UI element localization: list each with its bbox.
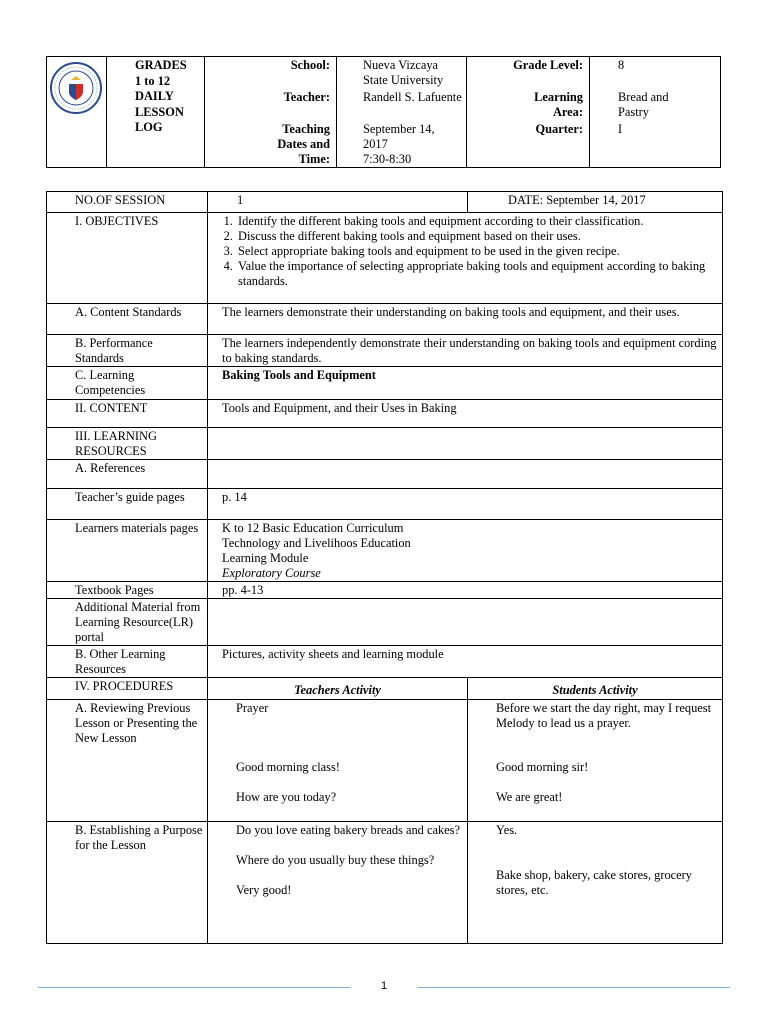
dll-title: GRADES 1 to 12 DAILY LESSON LOG <box>107 57 205 168</box>
grade-label: Grade Level: <box>513 58 583 72</box>
dates-label: Teaching Dates and Time: <box>277 122 330 166</box>
content-label: II. CONTENT <box>47 400 208 428</box>
textbook-label: Textbook Pages <box>47 582 208 599</box>
additional-material-label: Additional Material from Learning Resource(LR) portal <box>47 599 208 646</box>
reviewing-row <box>47 700 723 822</box>
footer-rule-right <box>418 987 730 988</box>
performance-standards-text: The learners independently demonstrate their understanding on baking tools and equipment cording to baking standards. <box>208 335 723 367</box>
performance-standards-label: B. Performance Standards <box>47 335 208 367</box>
references-label: A. References <box>47 460 208 489</box>
footer-rule-left <box>38 987 350 988</box>
page-number: 1 <box>380 980 388 992</box>
content-text: Tools and Equipment, and their Uses in Baking <box>208 400 723 428</box>
teacher-value: Randell S. Lafuente <box>363 90 462 104</box>
competencies-row <box>47 367 723 400</box>
school-value: Nueva Vizcaya State University <box>363 58 444 87</box>
deped-seal-icon <box>49 61 103 115</box>
quarter-value: I <box>618 122 623 136</box>
objectives-list <box>208 213 723 304</box>
textbook-row <box>47 582 723 599</box>
content-row <box>47 400 723 428</box>
content-standards-row <box>47 304 723 335</box>
competencies-text: Baking Tools and Equipment <box>208 367 723 400</box>
purpose-student: Yes. Bake shop, bakery, cake stores, grocery stores, etc. <box>468 822 723 944</box>
competencies-label: C. Learning Competencies <box>47 367 208 400</box>
content-standards-label: A. Content Standards <box>47 304 208 335</box>
purpose-label: B. Establishing a Purpose for the Lesson <box>47 822 208 944</box>
objective-item: 4. Value the importance of selecting appropriate baking tools and equipment according to baking standards. <box>236 259 718 289</box>
header-values-left <box>337 57 467 168</box>
deped-logo-cell <box>47 57 107 168</box>
purpose-teacher: Do you love eating bakery breads and cakes? Where do you usually buy these things? Very good! <box>208 822 468 944</box>
page-footer <box>0 978 768 998</box>
learners-materials-row <box>47 520 723 582</box>
learners-materials-value: K to 12 Basic Education Curriculum Technology and Livelihoos Education Learning Module Exploratory Course <box>208 520 723 582</box>
empty-cell <box>208 460 723 489</box>
performance-standards-row <box>47 335 723 367</box>
session-label: NO.OF SESSION <box>47 192 208 213</box>
header-labels-right <box>467 57 590 168</box>
teachers-activity-header: Teachers Activity <box>208 678 468 700</box>
objective-item: 3. Select appropriate baking tools and equipment to be used in the given recipe. <box>236 244 718 259</box>
reviewing-student: Before we start the day right, may I request Melody to lead us a prayer. Good morning sir! We are great! <box>468 700 723 822</box>
dates-value: September 14, 2017 7:30-8:30 <box>363 122 435 166</box>
learners-materials-label: Learners materials pages <box>47 520 208 582</box>
other-resources-label: B. Other Learning Resources <box>47 646 208 678</box>
teacher-label: Teacher: <box>283 90 330 104</box>
other-resources-row <box>47 646 723 678</box>
objective-item: 1. Identify the different baking tools and equipment according to their classification. <box>236 214 718 229</box>
procedures-label: IV. PROCEDURES <box>47 678 208 700</box>
reviewing-teacher: Prayer Good morning class! How are you today? <box>208 700 468 822</box>
students-activity-header: Students Activity <box>468 678 723 700</box>
empty-cell <box>208 428 723 460</box>
area-value: Bread and Pastry <box>618 90 669 119</box>
empty-cell <box>208 599 723 646</box>
objective-item: 2. Discuss the different baking tools and equipment based on their uses. <box>236 229 718 244</box>
additional-material-row <box>47 599 723 646</box>
learning-resources-label: III. LEARNING RESOURCES <box>47 428 208 460</box>
objectives-row <box>47 213 723 304</box>
teachers-guide-value: p. 14 <box>208 489 723 520</box>
teachers-guide-label: Teacher’s guide pages <box>47 489 208 520</box>
session-date: DATE: September 14, 2017 <box>468 192 723 213</box>
reviewing-label: A. Reviewing Previous Lesson or Presenting the New Lesson <box>47 700 208 822</box>
header-table <box>46 56 721 168</box>
references-row <box>47 460 723 489</box>
lesson-log-table <box>46 191 723 944</box>
other-resources-value: Pictures, activity sheets and learning module <box>208 646 723 678</box>
school-label: School: <box>290 58 330 72</box>
content-standards-text: The learners demonstrate their understanding on baking tools and equipment, and their uses. <box>208 304 723 335</box>
header-labels-left <box>205 57 337 168</box>
objectives-label: I. OBJECTIVES <box>47 213 208 304</box>
procedures-header-row <box>47 678 723 700</box>
header-values-right <box>590 57 721 168</box>
grade-value: 8 <box>618 58 625 72</box>
teachers-guide-row <box>47 489 723 520</box>
area-label: Learning Area: <box>534 90 583 119</box>
purpose-row <box>47 822 723 944</box>
session-row <box>47 192 723 213</box>
session-value: 1 <box>208 192 468 213</box>
textbook-value: pp. 4-13 <box>208 582 723 599</box>
quarter-label: Quarter: <box>535 122 583 136</box>
learning-resources-row <box>47 428 723 460</box>
